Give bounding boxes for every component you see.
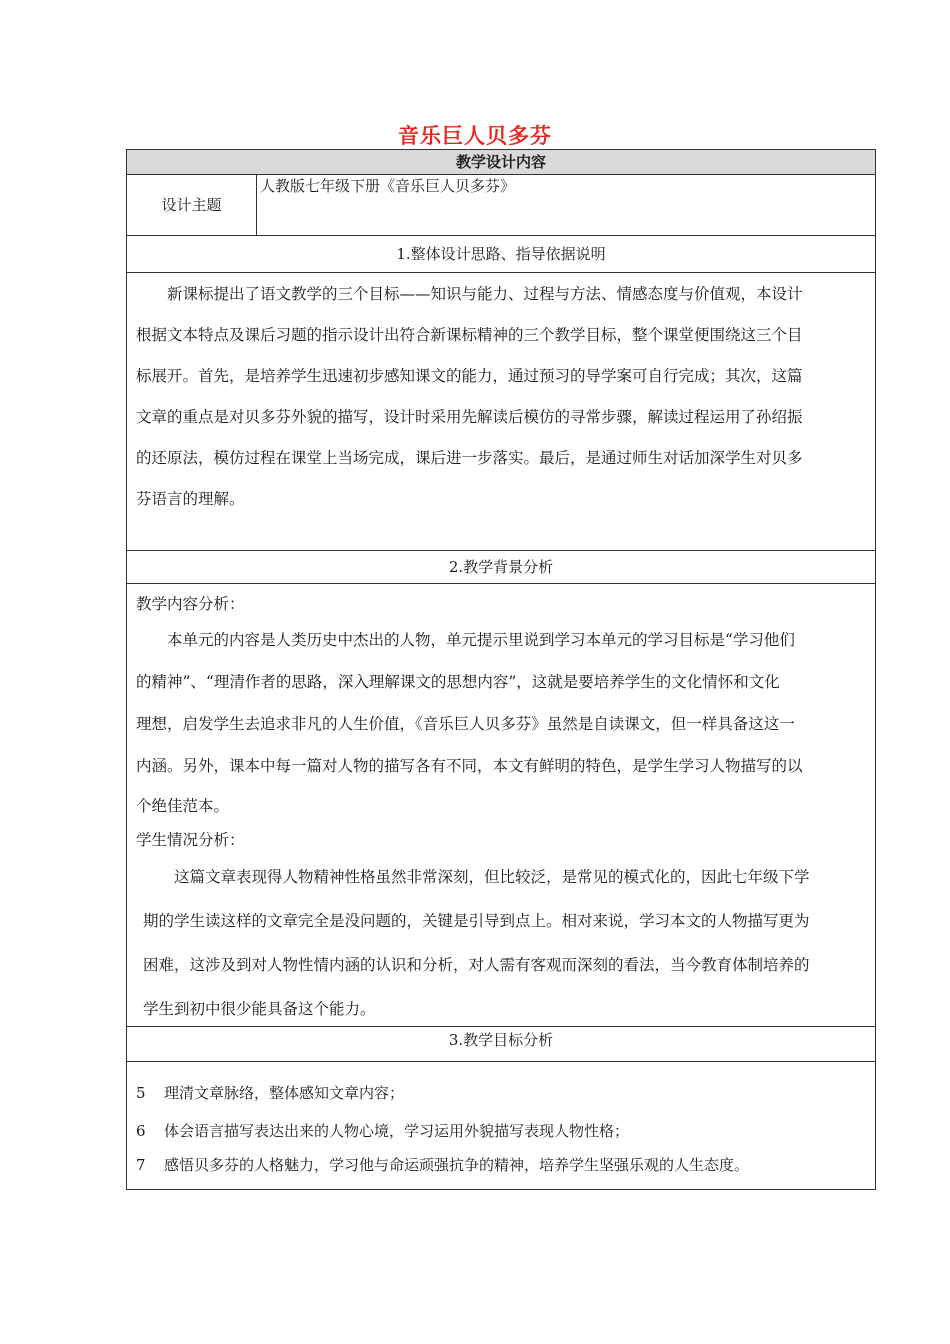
goal-text: 体会语言描写表达出来的人物心境，学习运用外貌描写表现人物性格；	[164, 1122, 630, 1140]
student-analysis-line: 期的学生读这样的文章完全是没问题的，关键是引导到点上。相对来说，学习本文的人物描写更为	[143, 912, 810, 930]
content-analysis-line: 理想，启发学生去追求非凡的人生价值，《音乐巨人贝多芬》虽然是自读课文，但一样具备这这一	[136, 715, 795, 733]
section1-line: 芬语言的理解。	[136, 490, 245, 508]
content-analysis-label: 教学内容分析：	[136, 595, 245, 613]
student-analysis-label: 学生情况分析：	[136, 831, 245, 849]
section1-line: 标展开。首先，是培养学生迅速初步感知课文的能力，通过预习的导学案可自行完成；其次，这篇	[136, 367, 803, 385]
goal-text: 感悟贝多芬的人格魅力，学习他与命运顽强抗争的精神，培养学生坚强乐观的人生态度。	[164, 1156, 750, 1174]
student-analysis-line: 这篇文章表现得人物精神性格虽然非常深刻，但比较泛，是常见的模式化的，因此七年级下学	[174, 868, 810, 886]
section1-line: 的还原法，模仿过程在课堂上当场完成，课后进一步落实。最后，是通过师生对话加深学生对贝多	[136, 449, 803, 467]
design-theme-value: 人教版七年级下册《音乐巨人贝多芬》	[260, 177, 516, 195]
goal-number: 6	[136, 1122, 146, 1140]
section1-line: 新课标提出了语文教学的三个目标——知识与能力、过程与方法、情感态度与价值观，本设计	[167, 285, 803, 303]
student-analysis-line: 困难，这涉及到对人物性情内涵的认识和分析，对人需有客观而深刻的看法，当今教育体制培养的	[143, 956, 810, 974]
row-divider	[127, 272, 875, 273]
table-header: 教学设计内容	[127, 150, 875, 174]
section1-line: 根据文本特点及课后习题的指示设计出符合新课标精神的三个教学目标，整个课堂便围绕这三个目	[136, 326, 803, 344]
section1-line: 文章的重点是对贝多芬外貌的描写，设计时采用先解读后模仿的寻常步骤，解读过程运用了孙绍振	[136, 408, 803, 426]
section3-heading: 3.教学目标分析	[448, 1031, 554, 1049]
content-analysis-line: 内涵。另外，课本中每一篇对人物的描写各有不同，本文有鲜明的特色，是学生学习人物描写的以	[136, 757, 803, 775]
goal-item	[136, 1155, 749, 1175]
document-title: 音乐巨人贝多芬	[398, 124, 552, 148]
content-analysis-line: 个绝佳范本。	[136, 797, 230, 815]
content-analysis-line: 的精神”、“理清作者的思路，深入理解课文的思想内容”，这就是要培养学生的文化情怀和文化	[136, 673, 780, 691]
student-analysis-line: 学生到初中很少能具备这个能力。	[143, 1000, 376, 1018]
content-analysis-line: 本单元的内容是人类历史中杰出的人物，单元提示里说到学习本单元的学习目标是“学习他们	[167, 631, 795, 649]
section2-heading: 2.教学背景分析	[448, 558, 554, 576]
column-divider	[256, 175, 257, 235]
goal-item	[136, 1083, 404, 1103]
row-divider	[127, 1061, 875, 1062]
goal-text: 理清文章脉络，整体感知文章内容；	[164, 1084, 405, 1102]
goal-item	[136, 1121, 629, 1141]
goal-number: 5	[136, 1084, 146, 1102]
section1-body	[127, 274, 875, 550]
row-divider	[127, 583, 875, 584]
goal-number: 7	[136, 1156, 146, 1174]
design-theme-label: 设计主题	[161, 196, 222, 214]
section1-heading: 1.整体设计思路、指导依据说明	[396, 245, 606, 263]
teaching-design-table	[126, 149, 876, 1190]
section2-body	[127, 590, 875, 1018]
